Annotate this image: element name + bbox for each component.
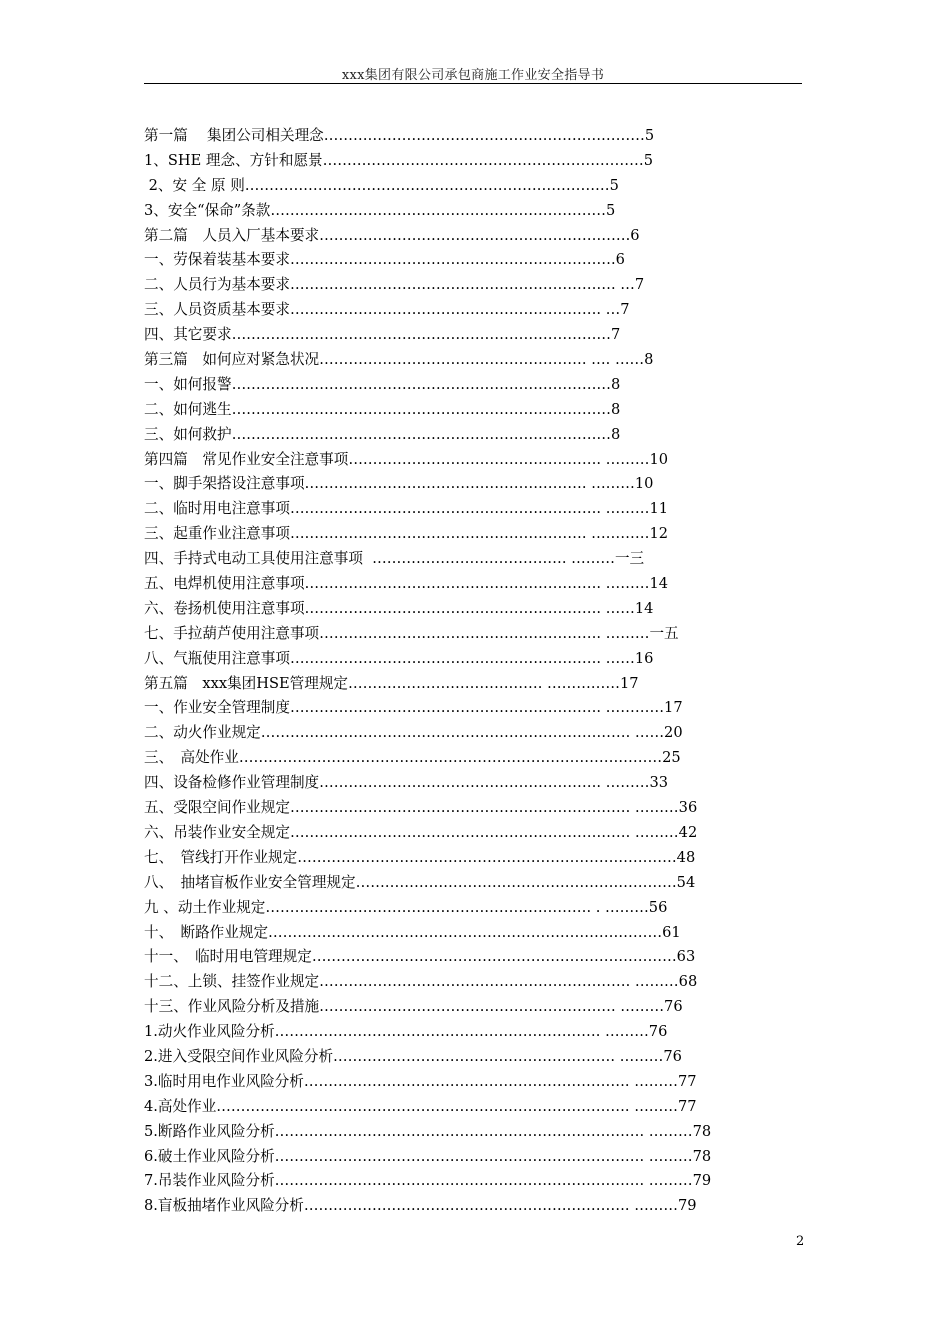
toc-entry: 4.高处作业…………………………………………………………………………. ………77 xyxy=(144,1097,697,1115)
toc-entry: 第五篇 xxx集团HSE管理规定…………………………………. ……………17 xyxy=(144,674,639,692)
toc-entry: 7.吊装作业风险分析…………………………………………………………………. ………79 xyxy=(144,1172,712,1190)
toc-entry: 一、作业安全管理制度………………………………………………………. …………17 xyxy=(144,699,683,717)
toc-entry: 三、人员资质基本要求………………………………………………………. …7 xyxy=(144,301,630,319)
toc-entry: 九 、动土作业规定…………………………………………………………. . ………56 xyxy=(144,898,668,916)
toc-entry: 第三篇 如何应对紧急状况………………………………………………. …. ……8 xyxy=(144,351,654,369)
header-rule xyxy=(144,83,802,84)
toc-entry: 五、受限空间作业规定……………………………………………………………. ………36 xyxy=(144,799,698,817)
toc-entry: 1.动火作业风险分析…………………………………………………………. ………76 xyxy=(144,1023,668,1041)
toc-entry: 七、手拉葫芦使用注意事项…………………………………………………. ………一五 xyxy=(144,624,679,642)
toc-entry: 六、卷扬机使用注意事项……………………………………………………. ……14 xyxy=(144,599,654,617)
toc-entry: 四、设备检修作业管理制度…………………………………………………. ………33 xyxy=(144,774,669,792)
toc-entry: 八、 抽堵盲板作业安全管理规定…………………………………………………………54 xyxy=(144,873,696,891)
toc-entry: 二、临时用电注意事项………………………………………………………. ………11 xyxy=(144,500,669,518)
toc-entry: 十三、作业风险分析及措施……………………………………………………. ………76 xyxy=(144,998,683,1016)
toc-entry: 2.进入受限空间作业风险分析…………………………………………………. ………76 xyxy=(144,1047,682,1065)
toc-entry: 五、电焊机使用注意事项……………………………………………………. ………14 xyxy=(144,575,669,593)
toc-entry: 二、动火作业规定…………………………………………………………………. ……20 xyxy=(144,724,683,742)
toc-entry: 三、起重作业注意事项……………………………………………………. …………12 xyxy=(144,525,669,543)
page-number: 2 xyxy=(796,1234,805,1249)
toc-entry: 一、脚手架搭设注意事项…………………………………………………. ………10 xyxy=(144,475,654,493)
toc-entry: 第四篇 常见作业安全注意事项……………………………………………. ………10 xyxy=(144,450,669,468)
toc-entry: 十、 断路作业规定………………………………………………………………………61 xyxy=(144,923,681,941)
toc-entry: 八、气瓶使用注意事项………………………………………………………. ……16 xyxy=(144,649,654,667)
toc-entry: 十一、 临时用电管理规定…………………………………………………………………63 xyxy=(144,948,696,966)
toc-entry: 6.破土作业风险分析…………………………………………………………………. ………78 xyxy=(144,1147,712,1165)
toc-entry: 2、安 全 原 则…………………………………………………………………5 xyxy=(144,176,619,194)
toc-entry: 8.盲板抽堵作业风险分析…………………………………………………………. ………79 xyxy=(144,1197,697,1215)
toc-entry: 二、如何逃生……………………………………………………………………8 xyxy=(144,400,621,418)
toc-entry: 三、如何救护……………………………………………………………………8 xyxy=(144,425,621,443)
toc-entry: 一、如何报警……………………………………………………………………8 xyxy=(144,375,621,393)
page-header: xxx集团有限公司承包商施工作业安全指导书 xyxy=(341,68,605,83)
toc-entry: 十二、上锁、挂签作业规定………………………………………………………. ………68 xyxy=(144,973,698,991)
toc-entry: 四、手持式电动工具使用注意事项 …………………………………. ………一三 xyxy=(144,550,645,568)
toc-entry: 第二篇 人员入厂基本要求……………………………………………………….6 xyxy=(144,226,640,244)
toc-entry: 四、其它要求……………………………………………………………………7 xyxy=(144,326,621,344)
toc-entry: 5.断路作业风险分析…………………………………………………………………. ………78 xyxy=(144,1122,712,1140)
toc-entry: 七、 管线打开作业规定……………………………………………………………………48 xyxy=(144,848,696,866)
toc-entry: 三、 高处作业……………………………………………………………………………25 xyxy=(144,749,681,767)
toc-entry: 3、安全“保命”条款……………………………………………………………5 xyxy=(144,201,616,219)
toc-entry: 第一篇 集团公司相关理念…………………………………………………………5 xyxy=(144,127,655,144)
table-of-contents xyxy=(144,124,711,1219)
toc-entry: 3.临时用电作业风险分析…………………………………………………………. ………77 xyxy=(144,1072,697,1090)
toc-entry: 二、人员行为基本要求…………………………………………………………. …7 xyxy=(144,276,645,294)
toc-entry: 1、SHE 理念、方针和愿景…………………………………………………………5 xyxy=(144,151,653,169)
toc-entry: 一、劳保着装基本要求………………………………………………………….6 xyxy=(144,251,625,269)
toc-entry: 六、吊装作业安全规定……………………………………………………………. ………42 xyxy=(144,823,698,841)
